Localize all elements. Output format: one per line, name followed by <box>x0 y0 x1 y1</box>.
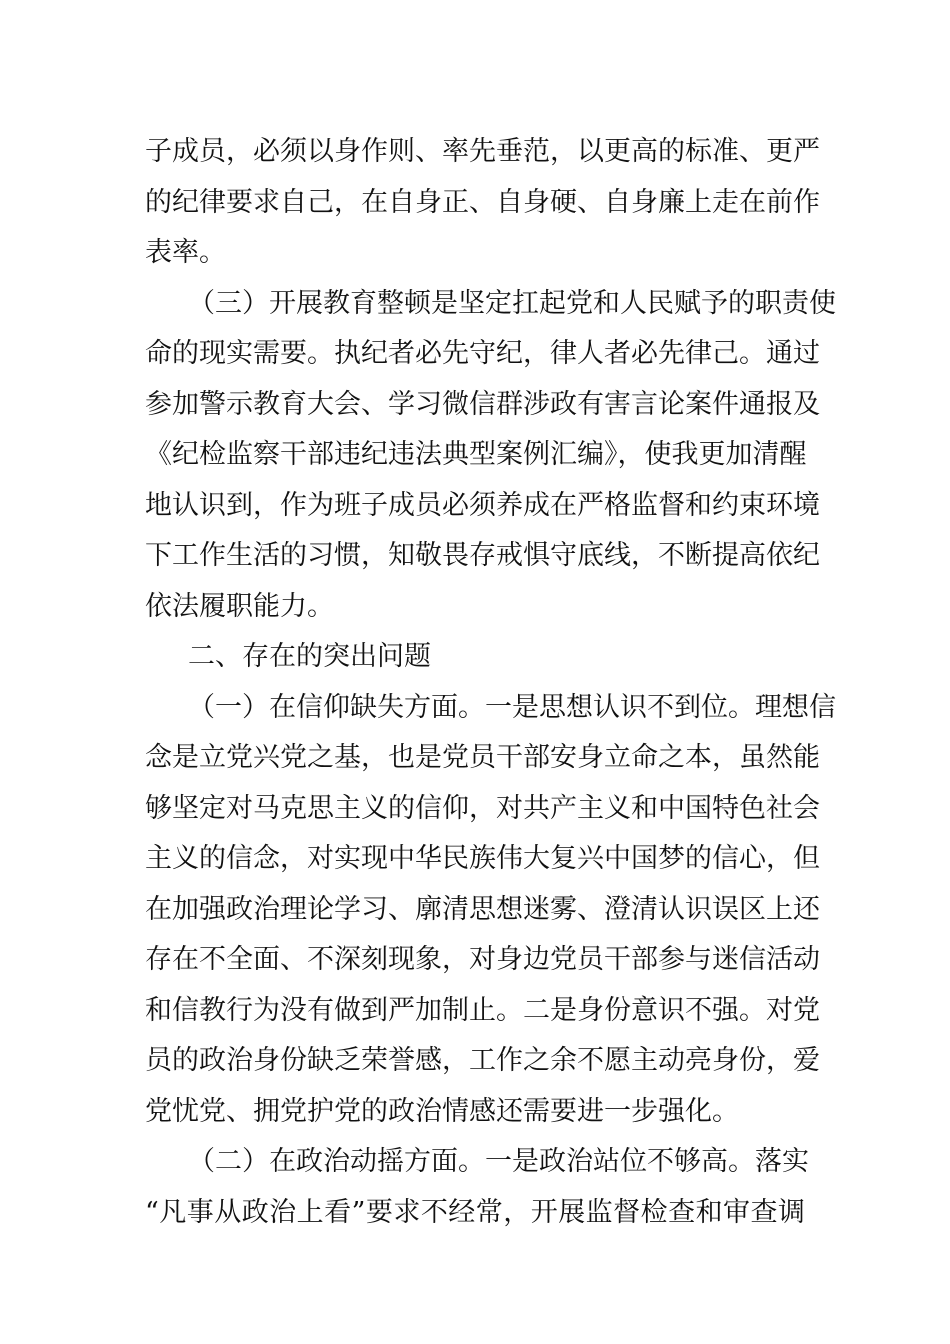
text-line: 命的现实需要。执纪者必先守纪，律人者必先律己。通过 <box>145 338 820 369</box>
text-line: 党忧党、拥党护党的政治情感还需要进一步强化。 <box>145 1095 739 1127</box>
text-line: 地认识到，作为班子成员必须养成在严格监督和约束环境 <box>145 489 820 521</box>
text-line: 依法履职能力。 <box>145 590 334 622</box>
section-one-paragraph-start: （一）在信仰缺失方面。一是思想认识不到位。理想信 <box>188 691 836 723</box>
text-line: 够坚定对马克思主义的信仰，对共产主义和中国特色社会 <box>145 792 820 824</box>
text-line: 主义的信念，对实现中华民族伟大复兴中国梦的信心，但 <box>145 843 820 874</box>
text-line: 下工作生活的习惯，知敬畏存戒惧守底线，不断提高依纪 <box>145 540 820 571</box>
section-heading: 二、存在的突出问题 <box>188 641 431 672</box>
text-line: 员的政治身份缺乏荣誉感，工作之余不愿主动亮身份，爱 <box>145 1045 820 1076</box>
text-line: 参加警示教育大会、学习微信群涉政有害言论案件通报及 <box>145 388 820 420</box>
text-line: 在加强政治理论学习、廓清思想迷雾、澄清认识误区上还 <box>145 893 820 925</box>
text-line: 和信教行为没有做到严加制止。二是身份意识不强。对党 <box>145 994 820 1026</box>
document-body <box>145 127 836 1238</box>
section-two-paragraph-start: （二）在政治动摇方面。一是政治站位不够高。落实 <box>188 1146 809 1177</box>
section-three-paragraph-start: （三）开展教育整顿是坚定扛起党和人民赋予的职责使 <box>188 287 836 319</box>
text-line: 念是立党兴党之基，也是党员干部安身立命之本，虽然能 <box>145 742 820 773</box>
text-line: “凡事从政治上看”要求不经常，开展监督检查和审查调 <box>145 1196 805 1228</box>
text-line: 的纪律要求自己，在自身正、自身硬、自身廉上走在前作 <box>145 186 820 218</box>
text-line: 表率。 <box>145 237 226 268</box>
text-line: 子成员，必须以身作则、率先垂范，以更高的标准、更严 <box>145 136 820 167</box>
text-line: 《纪检监察干部违纪违法典型案例汇编》，使我更加清醒 <box>145 439 807 470</box>
text-line: 存在不全面、不深刻现象，对身边党员干部参与迷信活动 <box>145 944 820 975</box>
